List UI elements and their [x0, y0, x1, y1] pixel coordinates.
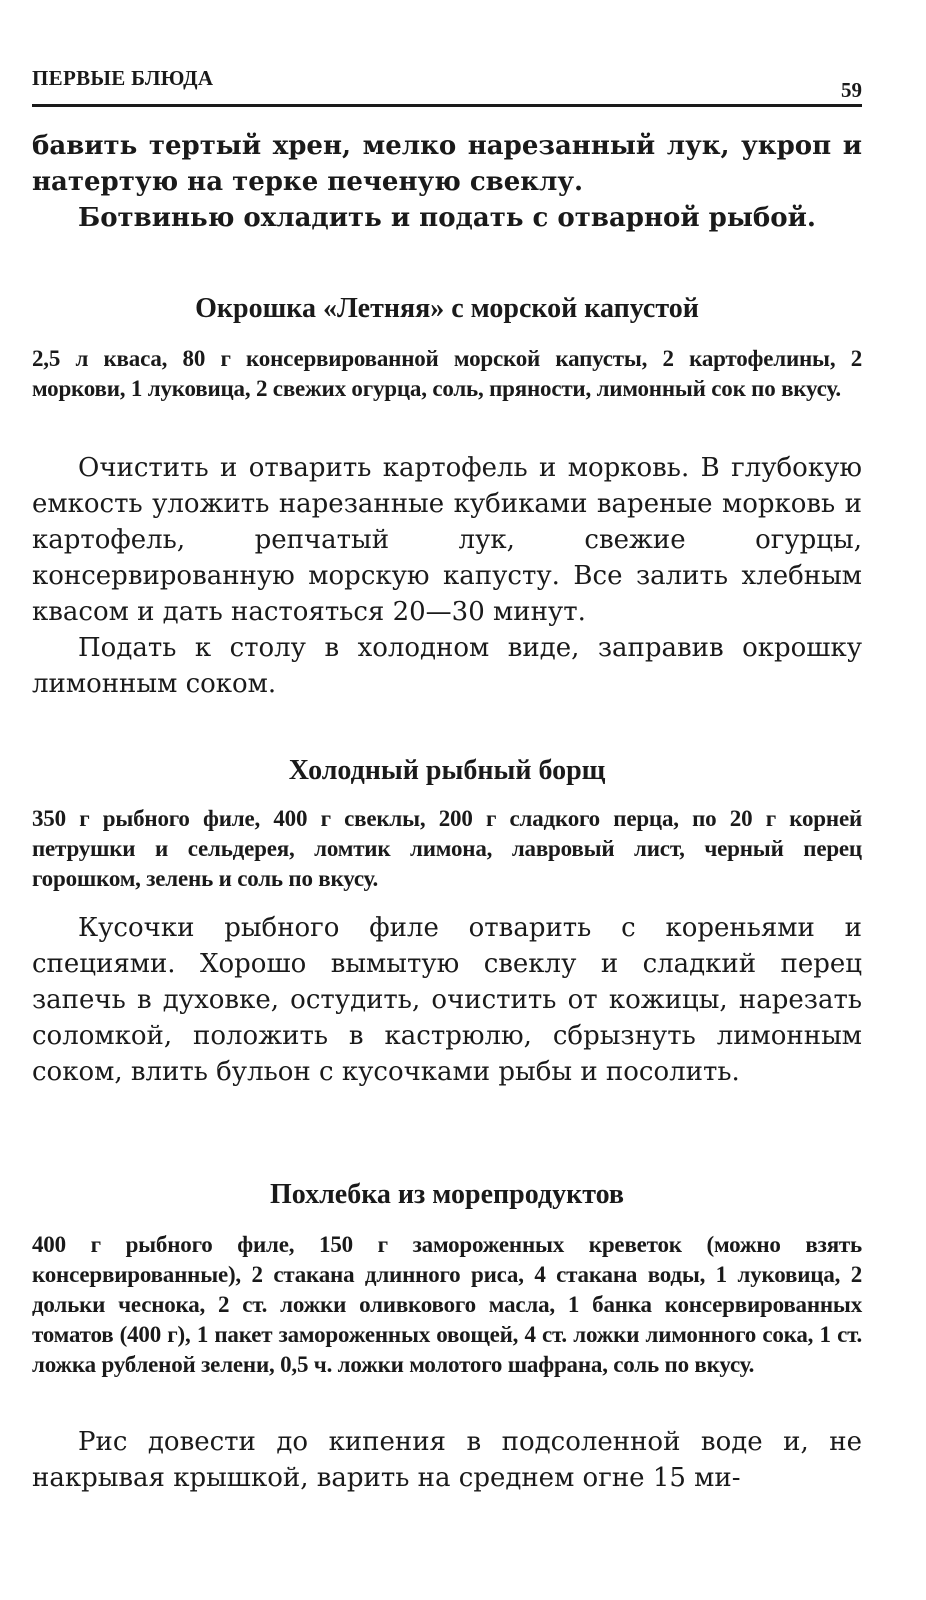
page-number: 59 — [841, 78, 862, 102]
intro-paragraph-1: бавить тертый хрен, мелко нарезанный лук, укроп и натертую на терке печеную свеклу. — [32, 131, 862, 197]
recipe-step: Рис довести до кипения в подсоленной воде и, не накрывая крышкой, варить на среднем огне 15 ми- — [32, 1427, 862, 1493]
recipe-title: Окрошка «Летняя» с морской капустой — [195, 293, 699, 324]
recipe-3 — [32, 1178, 862, 1212]
recipe-1 — [32, 292, 862, 326]
page-header — [32, 66, 862, 104]
recipe-1-steps — [32, 450, 862, 702]
recipe-title: Похлебка из морепродуктов — [269, 1179, 625, 1210]
recipe-ingredients: 400 г рыбного филе, 150 г замороженных креветок (можно взять консервированные), 2 стакана длинного риса, 4 стакана воды, 1 луковица, 2 дольки чеснока, 2 ст. ложки оливкового масла, 1 банка консервированных томатов (400 г), 1 пакет замороженных овощей, 4 ст. ложки лимонного сока, 1 ст. ложка рубленой зелени, 0,5 ч. ложки молотого шафрана, соль по вкусу. — [32, 1232, 862, 1377]
recipe-step: Кусочки рыбного филе отварить с кореньями и специями. Хорошо вымытую свеклу и сладкий перец запечь в духовке, остудить, очистить от кожицы, нарезать соломкой, положить в кастрюлю, сбрызнуть лимонным соком, влить бульон с кусочками рыбы и посолить. — [32, 913, 862, 1087]
recipe-1-ingredients-block — [32, 344, 862, 404]
recipe-3-ingredients-block — [32, 1230, 862, 1380]
recipe-2 — [32, 754, 862, 788]
header-rule — [32, 104, 862, 107]
recipe-2-ingredients-block — [32, 804, 862, 894]
running-title: ПЕРВЫЕ БЛЮДА — [32, 66, 214, 90]
recipe-ingredients: 350 г рыбного филе, 400 г свеклы, 200 г сладкого перца, по 20 г корней петрушки и сельдерея, ломтик лимона, лавровый лист, черный перец горошком, зелень и соль по вкусу. — [32, 806, 862, 891]
recipe-2-steps — [32, 910, 862, 1090]
recipe-ingredients: 2,5 л кваса, 80 г консервированной морской капусты, 2 картофелины, 2 моркови, 1 луковица, 2 свежих огурца, соль, пряности, лимонный сок по вкусу. — [32, 346, 862, 401]
intro-paragraph-2: Ботвинью охладить и подать с отварной рыбой. — [78, 203, 816, 233]
recipe-step: Подать к столу в холодном виде, заправив окрошку лимонным соком. — [32, 633, 862, 699]
recipe-3-steps — [32, 1424, 862, 1496]
recipe-step: Очистить и отварить картофель и морковь. В глубокую емкость уложить нарезанные кубиками вареные морковь и картофель, репчатый лук, свежие огурцы, консервированную морскую капусту. Все залить хлебным квасом и дать настояться 20—30 минут. — [32, 453, 862, 627]
intro-block — [32, 128, 862, 236]
recipe-title: Холодный рыбный борщ — [288, 755, 606, 786]
